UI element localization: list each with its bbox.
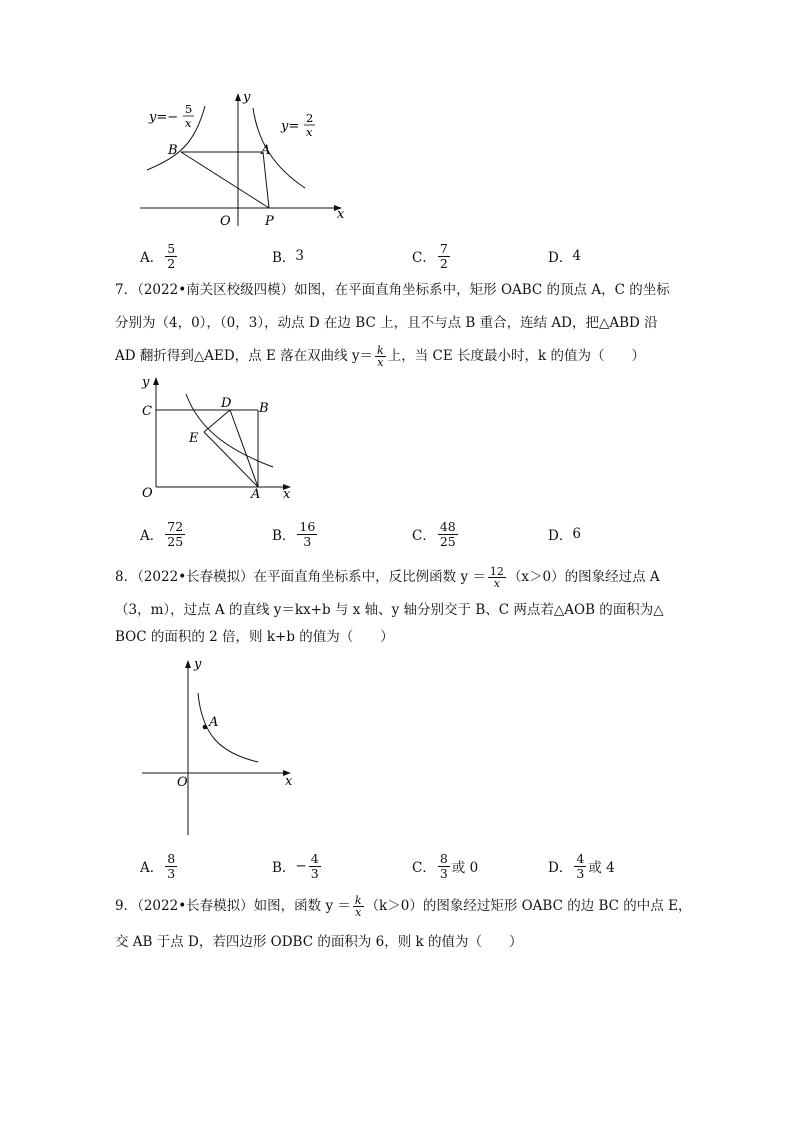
label-A: A [251, 487, 261, 502]
q8-option-b[interactable]: B． − $\frac{4}{3}$ [272, 850, 319, 881]
q8-line-1: 8．（2022•长春模拟）在平面直角坐标系中，反比例函数 y ＝ $\frac{12}{x}$ （x＞0）的图象经过点 A [115, 564, 660, 590]
func-left-num: 5 [185, 102, 193, 116]
label-O: O [220, 214, 231, 229]
y-axis-arrow [235, 93, 241, 101]
fraction: $\frac{k}{x}$ [377, 343, 384, 369]
segment-AP [263, 152, 269, 208]
label-B: B [168, 143, 178, 158]
fraction: $\frac{4}{3}$ [576, 850, 585, 881]
label-A: A [209, 715, 219, 730]
fraction: $\frac{4}{3}$ [310, 850, 319, 881]
label-P: P [265, 214, 274, 229]
q7-line-1: 7．（2022•南关区校级四模）如图，在平面直角坐标系中，矩形 OABC 的顶点 A，C 的坐标 [115, 282, 670, 298]
segment-BP [181, 152, 269, 208]
fraction: $\frac{8}{3}$ [167, 850, 176, 881]
y-axis-arrow [185, 660, 191, 668]
func-right-prefix: y= [281, 119, 300, 134]
q6-option-d[interactable]: D． 4 [548, 248, 581, 266]
label-E: E [189, 431, 199, 446]
fraction: $\frac{5}{2}$ [167, 240, 176, 271]
q7-line-2: 分别为（4，0），（0，3），动点 D 在边 BC 上，且不与点 B 重合，连结 AD，把△ABD 沿 [115, 315, 658, 331]
fraction: $\frac{48}{25}$ [439, 518, 456, 549]
q8-figure [140, 655, 300, 837]
q8-option-c[interactable]: C． $\frac{8}{3}$ 或 0 [412, 850, 479, 881]
label-A: A [261, 143, 271, 158]
label-B: B [259, 401, 269, 416]
fraction: $\frac{7}{2}$ [439, 240, 448, 271]
func-right-num: 2 [306, 111, 314, 125]
q8-option-d[interactable]: D． $\frac{4}{3}$ 或 4 [548, 850, 615, 881]
label-y: y [142, 375, 150, 390]
q7-option-c[interactable]: C． $\frac{48}{25}$ [412, 518, 456, 549]
fraction: $\frac{k}{x}$ [354, 893, 362, 919]
segment-DE [204, 410, 230, 432]
label-C: C [142, 404, 152, 419]
q6-figure [135, 88, 355, 230]
q9-line-2: 交 AB 于点 D，若四边形 ODBC 的面积为 6，则 k 的值为（ ） [115, 934, 523, 950]
label-D: D [221, 396, 232, 411]
q7-option-a[interactable]: A． $\frac{72}{25}$ [140, 518, 184, 549]
q7-line-3: AD 翻折得到△AED，点 E 落在双曲线 y＝ $\frac{k}{x}$ 上，当 CE 长度最小时，k 的值为（ ） [115, 343, 645, 369]
func-left-prefix: y=− [149, 110, 179, 125]
fraction: $\frac{8}{3}$ [439, 850, 448, 881]
fraction: $\frac{72}{25}$ [167, 518, 184, 549]
q8-line-3: BOC 的面积的 2 倍，则 k+b 的值为（ ） [115, 629, 394, 645]
label-x: x [283, 487, 291, 502]
func-right-den: x [306, 125, 313, 139]
fraction: $\frac{12}{x}$ [489, 564, 504, 590]
y-axis-arrow [153, 377, 159, 385]
label-y: y [194, 657, 202, 672]
q8-option-a[interactable]: A． $\frac{8}{3}$ [140, 850, 176, 881]
q7-option-b[interactable]: B． $\frac{16}{3}$ [272, 518, 316, 549]
label-x: x [285, 774, 293, 789]
point-A [203, 725, 208, 730]
fraction: $\frac{16}{3}$ [299, 518, 316, 549]
label-O: O [142, 486, 153, 501]
label-O: O [177, 775, 188, 790]
q6-option-c[interactable]: C． $\frac{7}{2}$ [412, 240, 448, 271]
q9-line-1: 9．（2022•长春模拟）如图，函数 y ＝ $\frac{k}{x}$ （k＞0）的图象经过矩形 OABC 的边 BC 的中点 E， [115, 893, 692, 919]
q6-option-a[interactable]: A． $\frac{5}{2}$ [140, 240, 176, 271]
q6-option-b[interactable]: B． 3 [272, 248, 305, 266]
q7-option-d[interactable]: D． 6 [548, 526, 581, 544]
q7-figure [138, 372, 298, 507]
q8-line-2: （3，m），过点 A 的直线 y＝kx+b 与 x 轴、y 轴分别交于 B、C 两点若△AOB 的面积为△ [115, 602, 664, 618]
label-x: x [337, 207, 345, 222]
func-left-den: x [185, 116, 192, 130]
label-y: y [243, 90, 251, 105]
segment-EA [204, 432, 258, 487]
